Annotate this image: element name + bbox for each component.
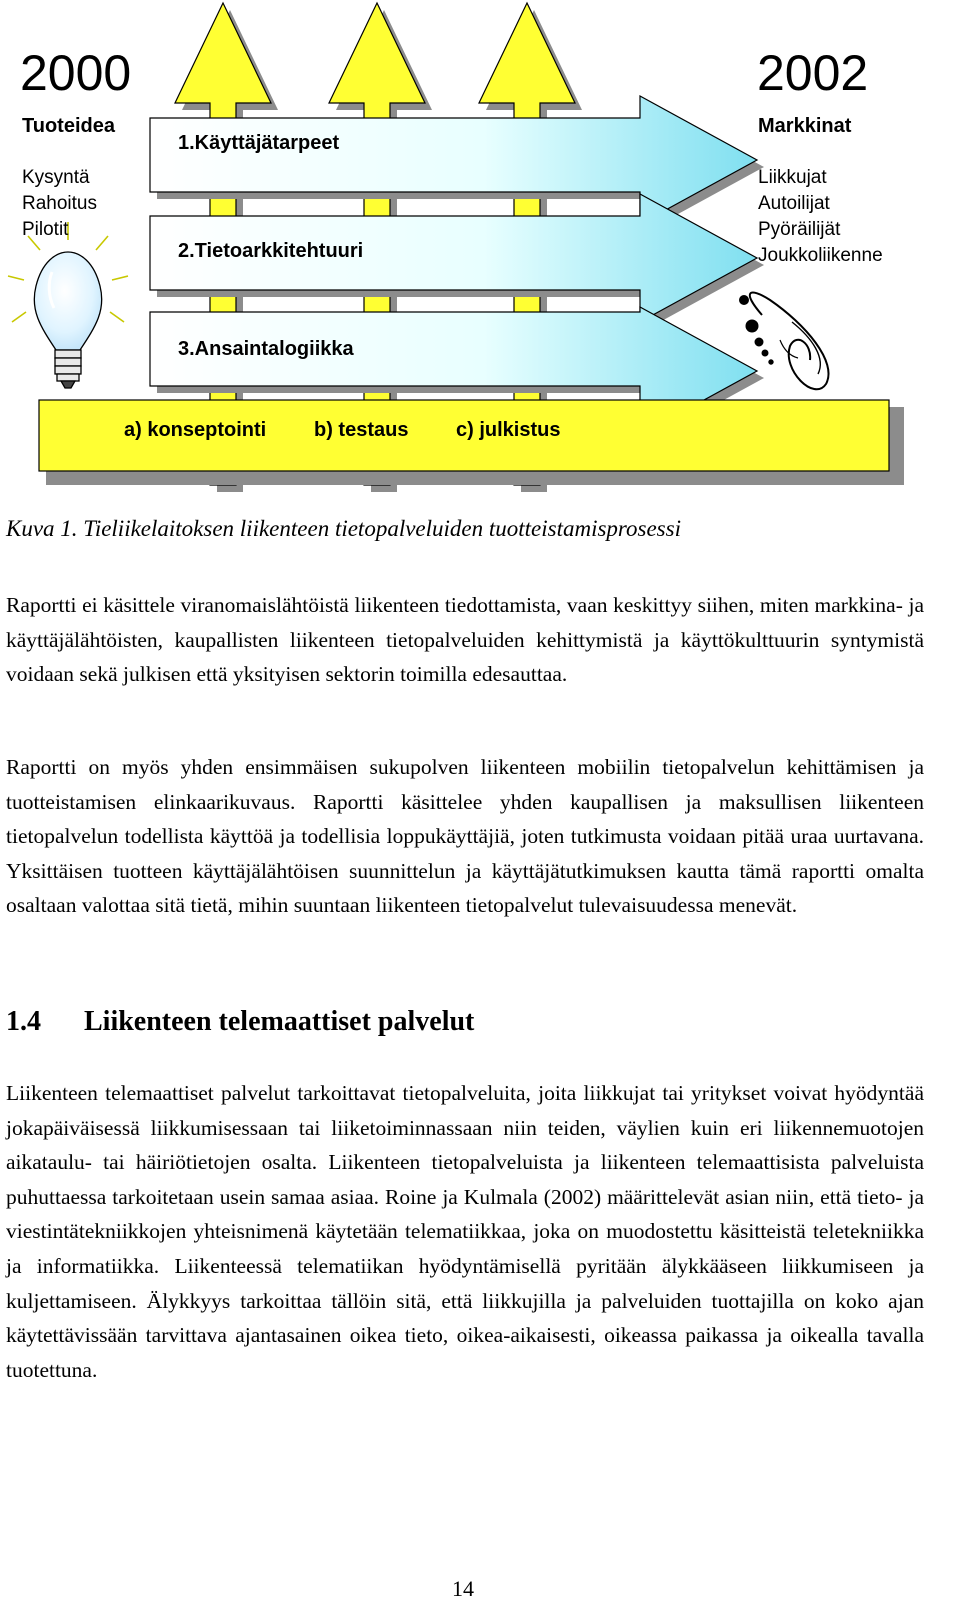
left-item: Kysyntä: [22, 167, 90, 188]
right-item: Pyöräilijät: [758, 219, 841, 240]
phase-label-a: a) konseptointi: [124, 419, 267, 441]
figure-caption: Kuva 1. Tieliikelaitoksen liikenteen tietopalveluiden tuotteistamisprosessi: [6, 516, 681, 541]
section-paragraph: Liikenteen telemaattiset palvelut tarkoittavat tietopalveluita, joita liikkujat tai yritykset voivat hyödyntää jokapäiväisessä liikkumisessaan tai liiketoiminnassaan niin teiden, väylien kuin eri liikennemuotojen aikataulu- tai häiriötietojen osalta. Liikenteen tietopalveluista ja liikenteen telemaattisista palveluista puhuttaessa tarkoitetaan usein samaa asiaa. Roine ja Kulmala (2002) määrittelevät asian niin, että tieto- ja viestintätekniikkojen yhteisnimenä käytetään telematiikkaa, joka on muodostettu käsitteistä teletekniikka ja informatiikka. Liikenteessä telematiikan hyödyntämisellä pyritään älykkääseen liikkumiseen ja kuljettamiseen. Älykkyys tarkoittaa tällöin sitä, että liikkujilla ja palveluiden tuottajilla on koko ajan käytettävissään tarvittava ajantasainen oikea tieto, oikea-aikaisesti, oikeassa paikassa ja oikealla tavalla tuotettuna.: [6, 1081, 924, 1382]
page-number: 14: [452, 1576, 474, 1601]
section-heading: [6, 1006, 474, 1038]
body-paragraph-2: Raportti on myös yhden ensimmäisen sukupolven liikenteen mobiilin tietopalvelun kehittämisen ja tuotteistamisen elinkaarikuvaus. Raportti käsittelee yhden kaupallisen ja maksullisen liikenteen tietopalvelun todellista käyttöä ja todellisia loppukäyttäjiä, joten tutkimusta voidaan pitää uraa uurtavana. Yksittäisen tuotteen käyttäjälähtöisen suunnittelun ja käyttäjätutkimuksen kautta tämä raportti omalta osaltaan valottaa sitä tietä, mihin suuntaan liikenteen tietopalvelut tulevaisuudessa menevät.: [6, 755, 924, 918]
left-item: Pilotit: [22, 219, 69, 240]
process-figure: [0, 0, 960, 510]
section-title: Liikenteen telemaattiset palvelut: [84, 1006, 475, 1037]
section-number: 1.4: [6, 1006, 41, 1037]
left-item: Rahoitus: [22, 193, 97, 214]
body-paragraph-1: Raportti ei käsittele viranomaislähtöistä liikenteen tiedottamista, vaan keskittyy siihen, miten markkina- ja käyttäjälähtöisten, kaupallisten liikenteen tietopalveluiden kehittymistä ja käyttökulttuurin syntymistä voidaan sekä julkisen että yksityisen sektorin toimilla edesauttaa.: [6, 593, 924, 687]
right-item: Autoilijat: [758, 193, 830, 214]
phase-label-c: c) julkistus: [456, 419, 561, 441]
year-start: 2000: [20, 45, 132, 101]
phase-label-b: b) testaus: [314, 419, 409, 441]
year-end: 2002: [757, 45, 869, 101]
right-title: Markkinat: [758, 115, 852, 137]
right-item: Joukkoliikenne: [758, 245, 883, 266]
lightbulb-icon: [8, 222, 128, 388]
right-item: Liikkujat: [758, 167, 827, 188]
arrow-label-1: 1.Käyttäjätarpeet: [178, 132, 340, 154]
arrow-label-3: 3.Ansaintalogiikka: [178, 338, 354, 360]
arrow-label-2: 2.Tietoarkkitehtuuri: [178, 240, 364, 262]
left-title: Tuoteidea: [22, 115, 115, 137]
